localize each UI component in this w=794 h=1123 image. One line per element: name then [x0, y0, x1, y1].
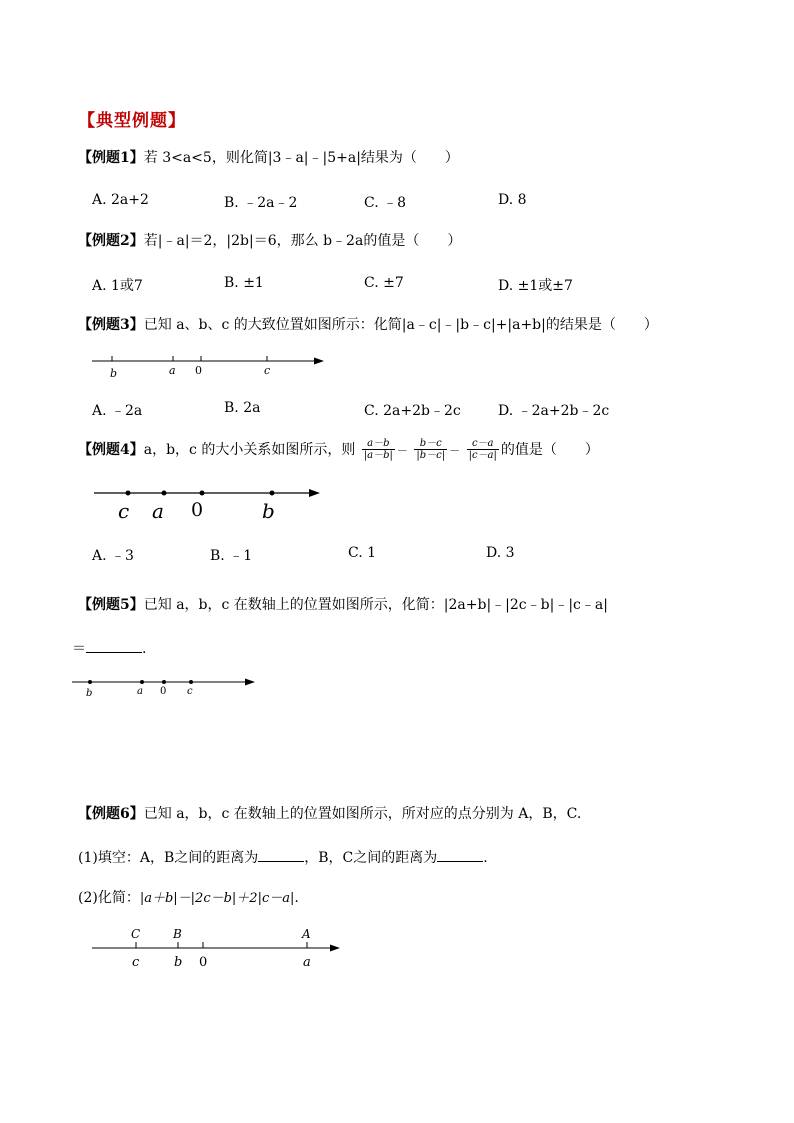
label-b: b — [86, 688, 93, 699]
equals-sign: ＝ — [72, 641, 86, 657]
example-1-text: 若 3<a<5，则化简|3﹣a|﹣|5+a|结果为（ ） — [143, 150, 459, 166]
part-2-expression: |a＋b|－|2c－b|＋2|c－a| — [139, 891, 295, 906]
lower-label-a: a — [303, 955, 311, 970]
label-c: c — [187, 686, 193, 697]
label-0: 0 — [191, 499, 204, 521]
fraction-3-denominator: |c－a| — [468, 450, 497, 461]
example-4-text-before: a，b，c 的大小关系如图所示，则 — [143, 442, 356, 458]
fraction-2-numerator: b－c — [419, 438, 442, 449]
fraction-2-denominator: |b－c| — [416, 450, 446, 461]
label-0: 0 — [160, 686, 167, 697]
section-title: 【典型例题】 — [78, 111, 186, 131]
example-2-tag: 【例题2】 — [78, 233, 144, 249]
example-6-text: 已知 a，b，c 在数轴上的位置如图所示，所对应的点分别为 A，B，C. — [143, 806, 582, 822]
lower-label-c: c — [132, 955, 140, 970]
upper-label-B: B — [173, 927, 182, 941]
example-1-option-c: C. ﹣8 — [364, 195, 407, 211]
label-0: 0 — [195, 364, 202, 377]
example-3-option-a: A. ﹣2a — [92, 403, 143, 419]
part-1-text-c: . — [483, 850, 488, 866]
example-5-text: 已知 a，b，c 在数轴上的位置如图所示，化简：|2a+b|﹣|2c﹣b|﹣|c﹣a| — [143, 597, 608, 613]
upper-label-C: C — [131, 927, 141, 941]
upper-label-A: A — [302, 927, 311, 941]
example-2-option-d: D. ±1或±7 — [498, 278, 573, 294]
example-1-option-d: D. 8 — [498, 192, 527, 208]
example-4-option-b: B. ﹣1 — [210, 548, 253, 564]
part-1-text-a: (1)填空：A，B之间的距离为 — [78, 850, 259, 866]
example-2-text: 若|﹣a|＝2，|2b|＝6，那么 b﹣2a的值是（ ） — [143, 233, 462, 249]
example-1-tag: 【例题1】 — [78, 150, 144, 166]
fraction-1-denominator: |a－b| — [363, 450, 393, 461]
example-4-option-a: A. ﹣3 — [92, 548, 134, 564]
example-3-option-b: B. 2a — [224, 400, 261, 416]
example-3-option-c: C. 2a+2b﹣2c — [364, 403, 461, 419]
example-2-option-b: B. ±1 — [224, 275, 264, 291]
period: . — [142, 641, 147, 657]
fraction-3-numerator: c－a — [471, 438, 494, 449]
operator-1: － — [396, 444, 408, 457]
example-1-option-a: A. 2a+2 — [92, 192, 149, 208]
example-3-option-d: D. ﹣2a+2b﹣2c — [498, 403, 610, 419]
example-3-tag: 【例题3】 — [78, 317, 144, 333]
example-2-option-a: A. 1或7 — [92, 278, 143, 294]
example-1-option-b: B. ﹣2a﹣2 — [224, 195, 298, 211]
example-5-tag: 【例题5】 — [78, 597, 144, 613]
example-4-text-after: 的值是（ ） — [500, 442, 599, 458]
example-4-tag: 【例题4】 — [78, 442, 144, 458]
axis-arrow — [330, 945, 340, 952]
lower-label-0: 0 — [199, 955, 208, 970]
label-c: c — [118, 499, 130, 523]
part-1-text-b: ，B，C之间的距离为 — [304, 850, 438, 866]
fraction-1-numerator: a－b — [367, 438, 390, 449]
part-2-end: . — [294, 890, 299, 906]
example-6-tag: 【例题6】 — [78, 806, 144, 822]
example-4-option-d: D. 3 — [486, 545, 515, 561]
lower-label-b: b — [174, 955, 183, 970]
label-a: a — [137, 686, 143, 697]
example-4-option-c: C. 1 — [348, 545, 377, 561]
label-a: a — [169, 364, 176, 377]
part-2-label: (2)化简： — [78, 890, 140, 906]
example-3-text: 已知 a、b、c 的大致位置如图所示：化简|a﹣c|﹣|b﹣c|+|a+b|的结果是（ ） — [143, 317, 658, 333]
label-b: b — [262, 499, 275, 523]
example-2-option-c: C. ±7 — [364, 275, 404, 291]
label-b: b — [110, 367, 118, 380]
label-a: a — [152, 499, 164, 523]
operator-2: － — [449, 444, 461, 457]
label-c: c — [264, 364, 271, 377]
